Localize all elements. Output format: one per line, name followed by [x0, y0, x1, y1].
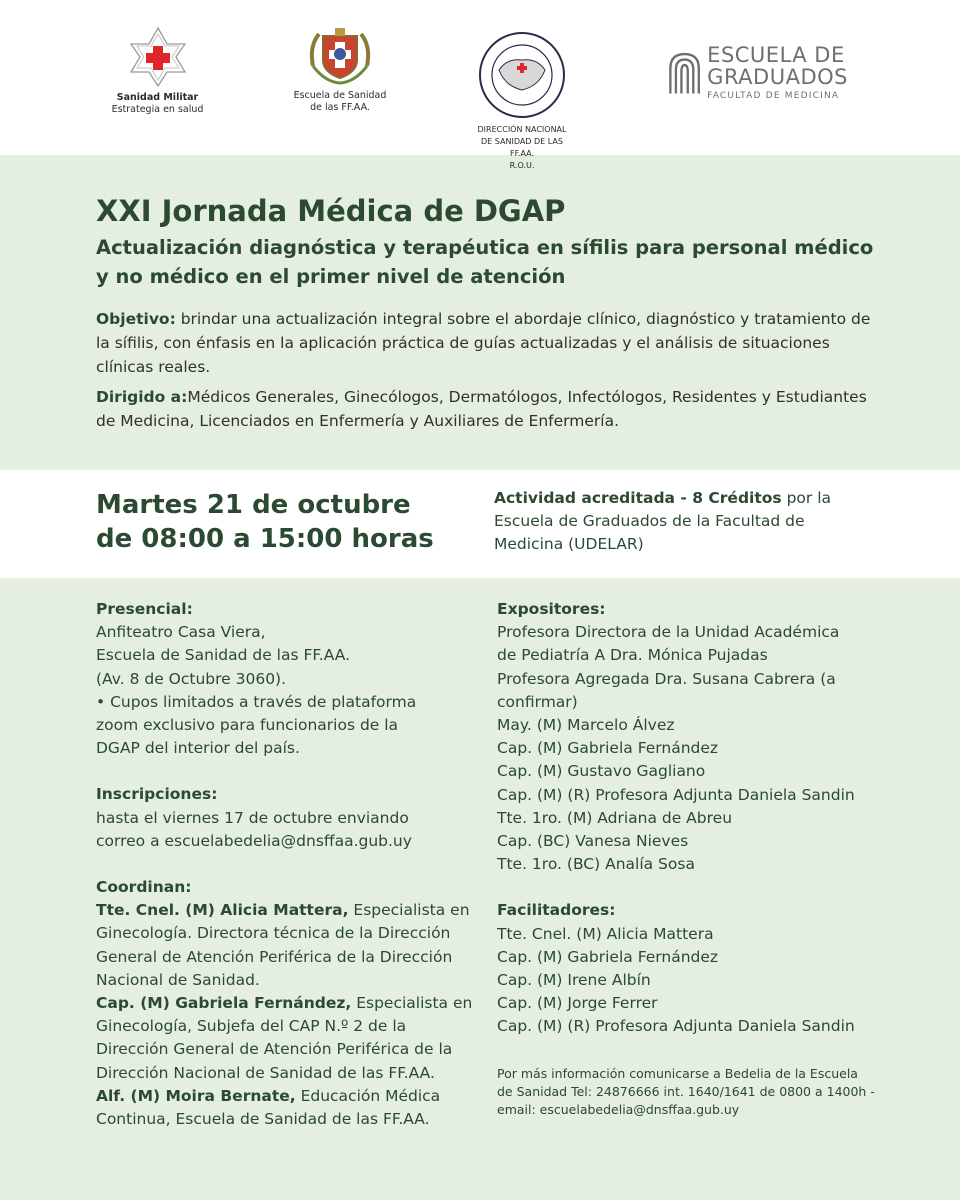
coordinator-entry [96, 1085, 476, 1131]
presencial-heading: Presencial: [96, 600, 193, 618]
objective-label: Objetivo: [96, 310, 176, 328]
speaker-item: Cap. (BC) Vanesa Nieves [497, 832, 689, 851]
event-title: XXI Jornada Médica de DGAP [96, 194, 566, 228]
coordinan-heading: Coordinan: [96, 878, 192, 897]
coordinator-name: Cap. (M) Gabriela Fernández, [96, 994, 352, 1013]
event-subtitle [96, 233, 876, 291]
coordinator-name: Alf. (M) Moira Bernate, [96, 1086, 296, 1105]
accreditation-note [494, 487, 844, 556]
logo-header [0, 0, 960, 170]
coordinator-desc: Especialista en Ginecología. Directora técnica de la Dirección General de Atención Periférica de la Dirección Nacional de Sanidad. [96, 901, 470, 989]
speaker-item: Profesora Agregada Dra. Susana Cabrera (a [497, 669, 836, 688]
date-line-2: de 08:00 a 15:00 horas [96, 524, 434, 554]
speaker-item: Tte. 1ro. (BC) Analía Sosa [497, 855, 695, 874]
sanidad-militar-logo [110, 26, 205, 116]
speaker-item: confirmar) [497, 692, 578, 711]
facilitator-item: Tte. Cnel. (M) Alicia Mattera [497, 924, 714, 943]
audience-text: Médicos Generales, Ginecólogos, Dermatólogos, Infectólogos, Residentes y Estudiantes de Medicina, Licenciados en Enfermería y Auxiliares de Enfermería. [96, 388, 867, 430]
seal-bottom-text: R.O.U. [509, 161, 535, 170]
subtitle-line-1: Actualización diagnóstica y terapéutica en sífilis para personal médico [96, 236, 874, 259]
presencial-line: DGAP del interior del país. [96, 739, 300, 758]
intro-section [96, 192, 876, 433]
inscripciones-line: hasta el viernes 17 de octubre enviando [96, 808, 409, 827]
audience-label: Dirigido a: [96, 388, 188, 406]
graduados-faculty: FACULTAD DE MEDICINA [707, 91, 840, 101]
speaker-item: Tte. 1ro. (M) Adriana de Abreu [497, 808, 733, 827]
graduados-name-1: ESCUELA DE [707, 43, 845, 67]
audience-paragraph [96, 385, 876, 433]
accreditation-bold: Actividad acreditada - 8 Créditos [494, 489, 782, 507]
graduados-name-2: GRADUADOS [707, 65, 848, 89]
subtitle-line-2: y no médico en el primer nivel de atención [96, 265, 566, 288]
coordinator-name: Tte. Cnel. (M) Alicia Mattera, [96, 901, 349, 920]
facilitadores-heading: Facilitadores: [497, 901, 616, 920]
inscripciones-line: correo a escuelabedelia@dnsffaa.gub.uy [96, 831, 412, 850]
sanidad-militar-tagline: Estrategia en salud [111, 104, 204, 115]
objective-paragraph [96, 307, 876, 379]
coordinator-desc: Especialista en Ginecología, Subjefa del CAP N.º 2 de la Dirección General de Atención Periférica de la Dirección Nacional de Sanidad de las FF.AA. [96, 994, 473, 1082]
escuela-sanidad-name-1: Escuela de Sanidad [293, 90, 387, 101]
speaker-item: Cap. (M) Gustavo Gagliano [497, 762, 706, 781]
speaker-item: de Pediatría A Dra. Mónica Pujadas [497, 646, 768, 665]
presencial-line: • Cupos limitados a través de plataforma [96, 692, 417, 711]
objective-text: brindar una actualización integral sobre el abordaje clínico, diagnóstico y tratamiento de la sífilis, con énfasis en la aplicación práctica de guías actualizadas y el análisis de situaciones clínicas reales. [96, 310, 871, 376]
contact-footer-note: Por más información comunicarse a Bedelia de la Escuela de Sanidad Tel: 24876666 int. 1640/1641 de 0800 a 1400h - email: escuelabedelia@dnsffaa.gub.uy [497, 1065, 875, 1117]
event-date [96, 488, 434, 556]
speaker-item: May. (M) Marcelo Álvez [497, 716, 675, 735]
presencial-line: (Av. 8 de Octubre 3060). [96, 669, 287, 688]
speaker-item: Cap. (M) Gabriela Fernández [497, 739, 719, 758]
star-cross-icon [123, 26, 193, 88]
presencial-line: zoom exclusivo para funcionarios de la [96, 716, 399, 735]
escuela-sanidad-logo [285, 26, 395, 114]
seal-ring-text: DIRECCIÓN NACIONAL DE SANIDAD DE LAS FF.AA. [477, 125, 567, 158]
speaker-item: Profesora Directora de la Unidad Académica [497, 623, 840, 642]
facilitator-item: Cap. (M) Jorge Ferrer [497, 994, 658, 1013]
sanidad-militar-name: Sanidad Militar [116, 92, 199, 103]
speaker-item: Cap. (M) (R) Profesora Adjunta Daniela Sandin [497, 785, 855, 804]
arch-icon [668, 45, 701, 101]
facilitator-item: Cap. (M) Gabriela Fernández [497, 947, 719, 966]
coordinator-entry [96, 992, 476, 1085]
inscripciones-heading: Inscripciones: [96, 785, 218, 804]
seal-icon [477, 30, 567, 120]
coordinator-entry [96, 899, 476, 992]
escuela-sanidad-name-2: de las FF.AA. [310, 102, 370, 113]
presencial-line: Anfiteatro Casa Viera, [96, 623, 266, 642]
expositores-heading: Expositores: [497, 600, 606, 618]
escuela-graduados-logo [668, 44, 848, 101]
coordinator-desc: Educación Médica Continua, Escuela de Sanidad de las FF.AA. [96, 1086, 441, 1129]
date-line-1: Martes 21 de octubre [96, 490, 411, 520]
presencial-line: Escuela de Sanidad de las FF.AA. [96, 646, 351, 665]
left-column [96, 598, 476, 1131]
facilitator-item: Cap. (M) (R) Profesora Adjunta Daniela Sandin [497, 1017, 855, 1036]
right-column [497, 598, 897, 1119]
dnsffaa-seal-logo [474, 30, 570, 172]
accreditation-text: por la Escuela de Graduados de la Facultad de Medicina (UDELAR) [494, 489, 831, 553]
shield-emblem-icon [305, 26, 375, 86]
facilitator-item: Cap. (M) Irene Albín [497, 971, 651, 990]
